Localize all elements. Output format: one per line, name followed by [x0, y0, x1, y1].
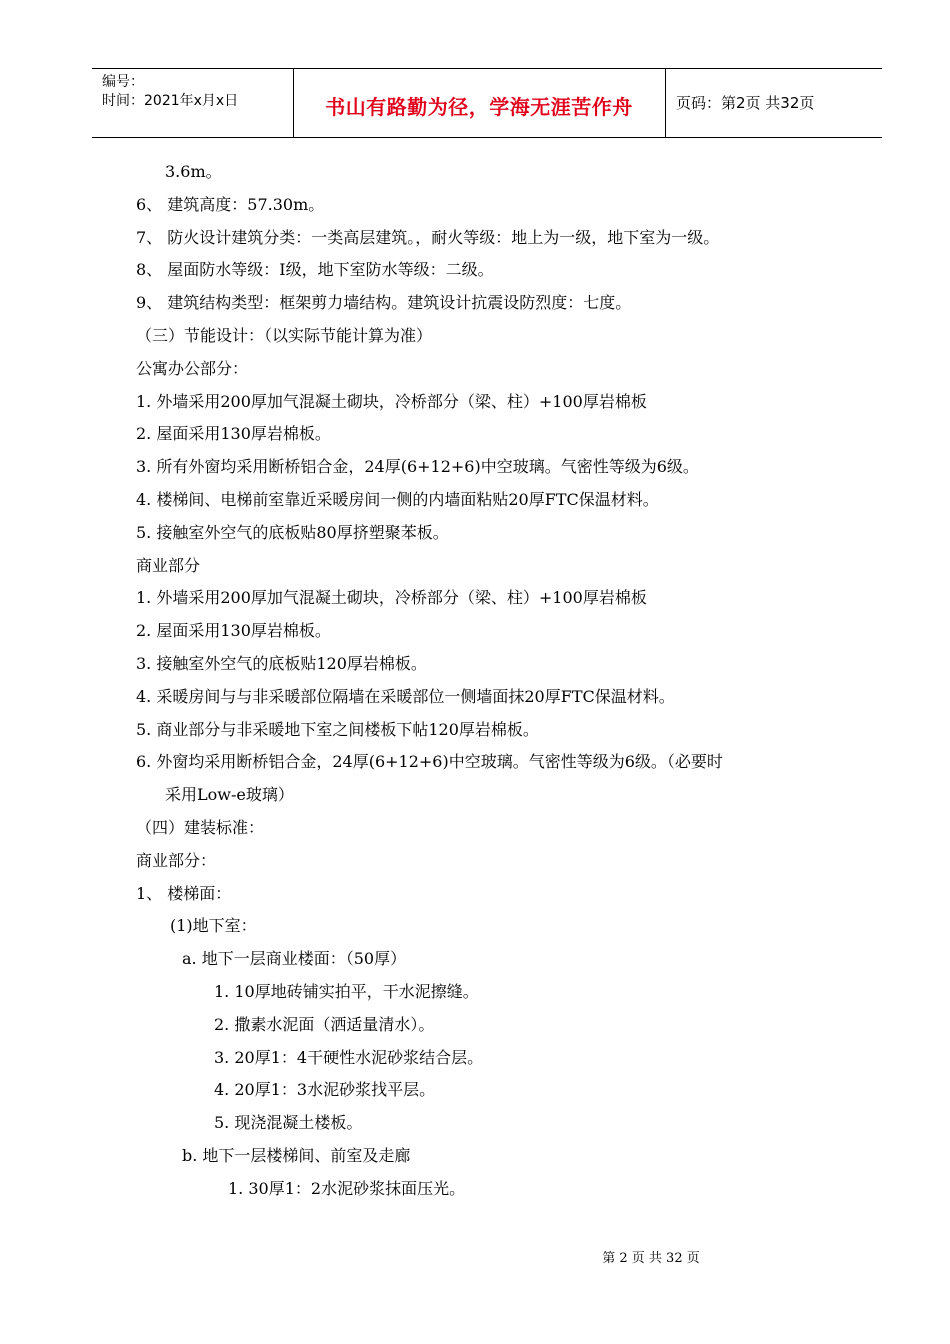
text-line: 1. 10厚地砖铺实拍平，干水泥擦缝。 — [214, 982, 479, 1001]
text-line: 9、 建筑结构类型：框架剪力墙结构。建筑设计抗震设防烈度：七度。 — [136, 293, 632, 312]
text-line: a. 地下一层商业楼面：（50厚） — [182, 949, 407, 968]
number-label: 编号： — [102, 74, 144, 90]
text-line: 3. 20厚1：4干硬性水泥砂浆结合层。 — [214, 1048, 484, 1067]
text-line: 商业部分 — [136, 556, 201, 575]
header-motto-cell — [293, 69, 666, 137]
footer-page-number: 第 2 页 共 32 页 — [602, 1251, 700, 1266]
text-line: 6. 外窗均采用断桥铝合金，24厚(6+12+6)中空玻璃。气密性等级为6级。（必要时 — [136, 752, 723, 771]
text-line: 5. 现浇混凝土楼板。 — [214, 1113, 363, 1132]
text-line: 4. 20厚1：3水泥砂浆找平层。 — [214, 1080, 436, 1099]
text-line: 7、 防火设计建筑分类：一类高层建筑。，耐火等级：地上为一级，地下室为一级。 — [136, 228, 720, 247]
text-line: 4. 采暖房间与与非采暖部位隔墙在采暖部位一侧墙面抹20厚FTC保温材料。 — [136, 687, 675, 706]
text-line: 1、 楼梯面： — [136, 884, 232, 903]
text-line: 公寓办公部分： — [136, 359, 249, 378]
text-line: (1)地下室： — [170, 916, 257, 935]
text-line: 1. 30厚1：2水泥砂浆抹面压光。 — [228, 1179, 466, 1198]
text-line: b. 地下一层楼梯间、前室及走廊 — [182, 1146, 411, 1165]
text-line: （四）建装标准： — [136, 818, 265, 837]
text-line: 3. 接触室外空气的底板贴120厚岩棉板。 — [136, 654, 427, 673]
text-line: （三）节能设计：（以实际节能计算为准） — [136, 326, 433, 345]
text-line: 8、 屋面防水等级：I级，地下室防水等级：二级。 — [136, 260, 494, 279]
header-page-cell — [666, 69, 882, 137]
page-footer — [0, 1247, 950, 1266]
text-line: 6、 建筑高度：57.30m。 — [136, 195, 325, 214]
header-page-label: 页码：第2页 共32页 — [676, 94, 815, 112]
text-line: 5. 商业部分与非采暖地下室之间楼板下帖120厚岩棉板。 — [136, 720, 539, 739]
text-line: 2. 撒素水泥面（洒适量清水）。 — [214, 1015, 435, 1034]
text-line: 4. 楼梯间、电梯前室靠近采暖房间一侧的内墙面粘贴20厚FTC保温材料。 — [136, 490, 659, 509]
time-label: 时间：2021年x月x日 — [102, 93, 239, 109]
text-line: 1. 外墙采用200厚加气混凝土砌块，冷桥部分（梁、柱）+100厚岩棉板 — [136, 588, 647, 607]
text-line: 商业部分： — [136, 851, 217, 870]
page-header — [92, 68, 882, 138]
text-line: 2. 屋面采用130厚岩棉板。 — [136, 424, 331, 443]
text-line: 3.6m。 — [165, 162, 222, 181]
header-motto: 书山有路勤为径，学海无涯苦作舟 — [325, 95, 633, 119]
text-line: 5. 接触室外空气的底板贴80厚挤塑聚苯板。 — [136, 523, 449, 542]
text-line: 1. 外墙采用200厚加气混凝土砌块，冷桥部分（梁、柱）+100厚岩棉板 — [136, 392, 647, 411]
text-line: 2. 屋面采用130厚岩棉板。 — [136, 621, 331, 640]
text-line: 3. 所有外窗均采用断桥铝合金，24厚(6+12+6)中空玻璃。气密性等级为6级。 — [136, 457, 699, 476]
text-line: 采用Low-e玻璃） — [165, 785, 294, 804]
header-meta-cell — [92, 69, 294, 137]
